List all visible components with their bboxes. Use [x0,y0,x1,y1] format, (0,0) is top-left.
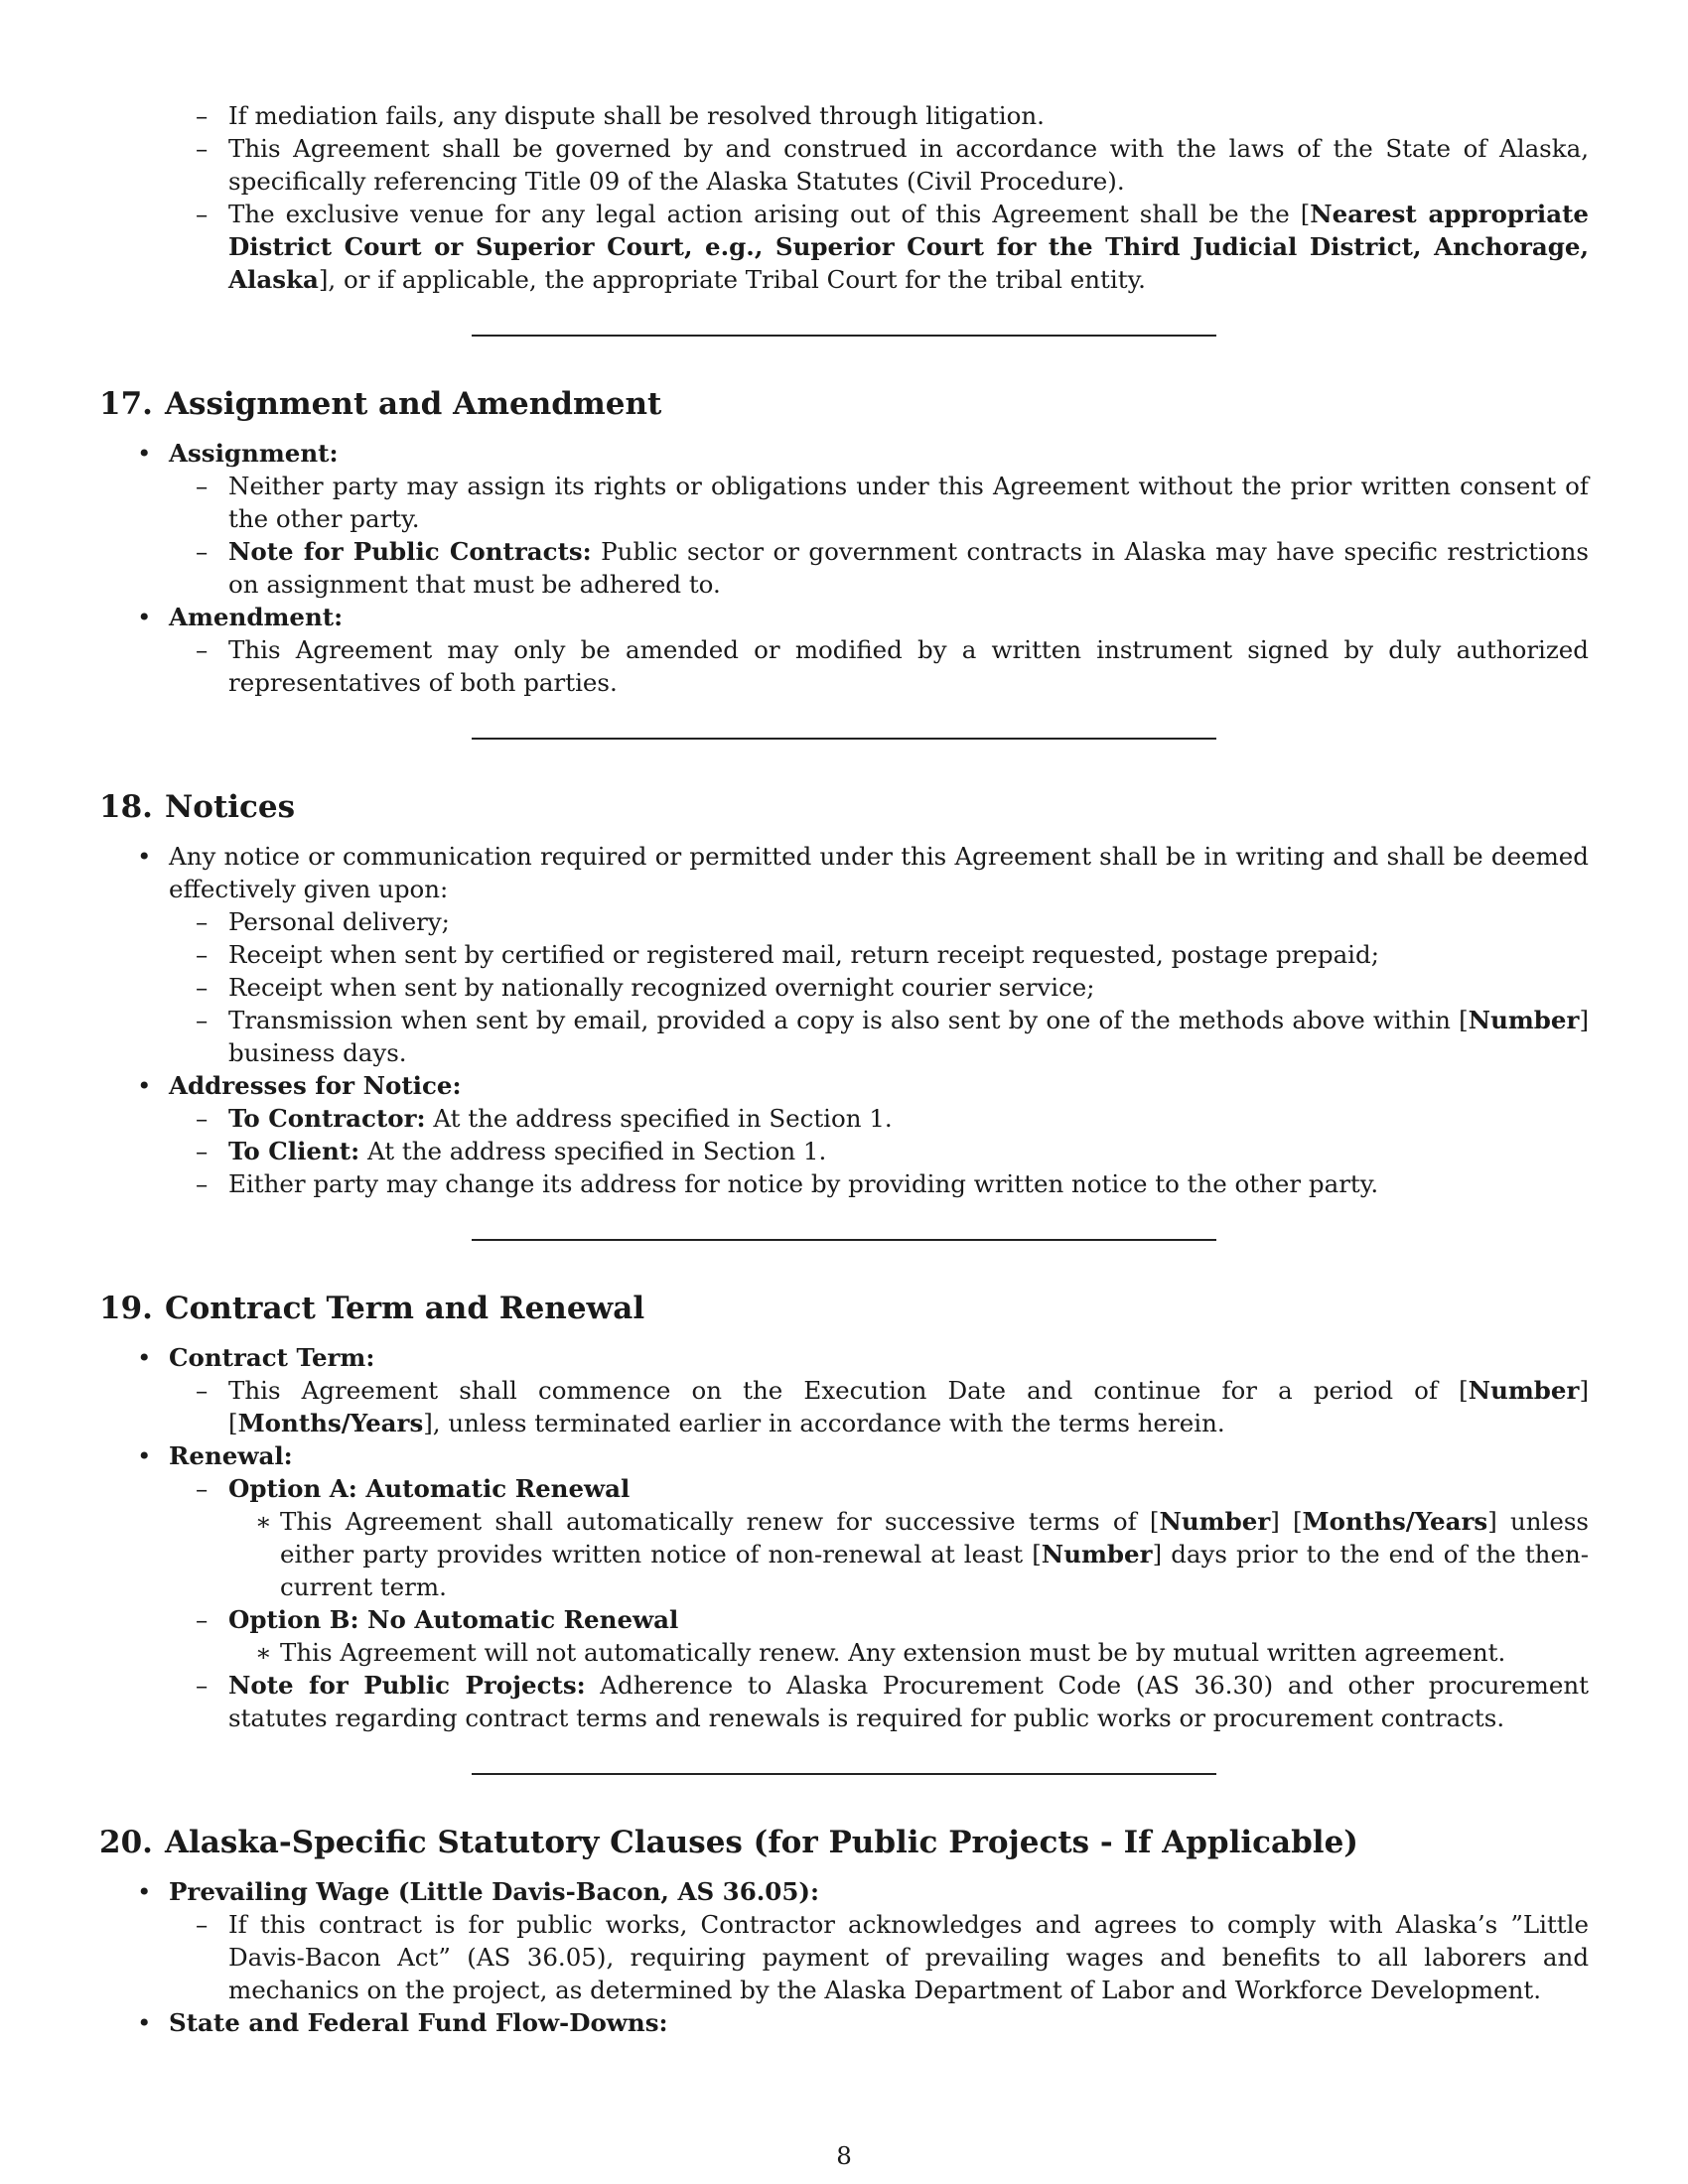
list-item: – If this contract is for public works, Contractor acknowledges and agrees to comply with Alaska’s ”Little Davis-Bacon Act” (AS 36.05), requiring payment of prevailing wages and benefits to all laborers and mechanics on the project, as determined by the Alaska Department of Labor and Workforce Development. [99,1908,1589,2006]
list-item: – Receipt when sent by nationally recognized overnight courier service; [99,971,1589,1004]
section-divider [472,1773,1216,1775]
section-19 [99,1289,1589,1734]
list-item: • Amendment: [99,601,1589,633]
list-item: – Either party may change its address for notice by providing written notice to the other party. [99,1167,1589,1200]
list-item: • State and Federal Fund Flow-Downs: [99,2006,1589,2039]
list-item: – If mediation fails, any dispute shall be resolved through litigation. [99,99,1589,132]
section-heading: 19. Contract Term and Renewal [99,1291,645,1326]
list-item: – To Client: At the address specified in Section 1. [99,1135,1589,1167]
section-18 [99,787,1589,1200]
list-item: – This Agreement may only be amended or modified by a written instrument signed by duly authorized representatives of both parties. [99,633,1589,699]
list-item: – Note for Public Contracts: Public sector or government contracts in Alaska may have specific restrictions on assignment that must be adhered to. [99,535,1589,601]
list-item: – Transmission when sent by email, provided a copy is also sent by one of the methods above within [Number] business days. [99,1004,1589,1069]
dispute-resolution-continuation [99,99,1589,296]
list-item: – Note for Public Projects: Adherence to Alaska Procurement Code (AS 36.30) and other procurement statutes regarding contract terms and renewals is required for public works or procurement contracts. [99,1669,1589,1734]
page-number: 8 [836,2141,852,2170]
list-item: – Option A: Automatic Renewal [99,1472,1589,1505]
section-heading: 20. Alaska-Specific Statutory Clauses (for Public Projects - If Applicable) [99,1825,1358,1860]
list-item: – This Agreement shall commence on the Execution Date and continue for a period of [Number] [Months/Years], unless terminated earlier in accordance with the terms herein. [99,1374,1589,1439]
list-item: – The exclusive venue for any legal action arising out of this Agreement shall be the [Nearest appropriate District Court or Superior Court, e.g., Superior Court for the Third Judicial District, Anchorage, Alaska], or if applicable, the appropriate Tribal Court for the tribal entity. [99,198,1589,296]
list-item: – To Contractor: At the address specified in Section 1. [99,1102,1589,1135]
list-item: – Option B: No Automatic Renewal [99,1603,1589,1636]
section-divider [472,1239,1216,1241]
list-item: – Personal delivery; [99,905,1589,938]
list-item: • Prevailing Wage (Little Davis-Bacon, AS 36.05): [99,1875,1589,1908]
section-divider [472,738,1216,740]
list-item: ∗ This Agreement will not automatically renew. Any extension must be by mutual written agreement. [99,1636,1589,1669]
section-divider [472,335,1216,337]
list-item: – This Agreement shall be governed by and construed in accordance with the laws of the State of Alaska, specifically referencing Title 09 of the Alaska Statutes (Civil Procedure). [99,132,1589,198]
list-item: • Renewal: [99,1439,1589,1472]
list-item: ∗ This Agreement shall automatically renew for successive terms of [Number] [Months/Years] unless either party provides written notice of non-renewal at least [Number] days prior to the end of the then-current term. [99,1505,1589,1603]
list-item: – Neither party may assign its rights or obligations under this Agreement without the prior written consent of the other party. [99,470,1589,535]
page-content [99,99,1589,2039]
list-item: • Addresses for Notice: [99,1069,1589,1102]
section-heading: 18. Notices [99,789,296,825]
section-17 [99,384,1589,699]
section-heading: 17. Assignment and Amendment [99,386,662,422]
section-20 [99,1823,1589,2039]
list-item: • Contract Term: [99,1341,1589,1374]
list-item: – Receipt when sent by certified or registered mail, return receipt requested, postage prepaid; [99,938,1589,971]
list-item: • Any notice or communication required or permitted under this Agreement shall be in writing and shall be deemed effectively given upon: [99,840,1589,905]
list-item: • Assignment: [99,437,1589,470]
